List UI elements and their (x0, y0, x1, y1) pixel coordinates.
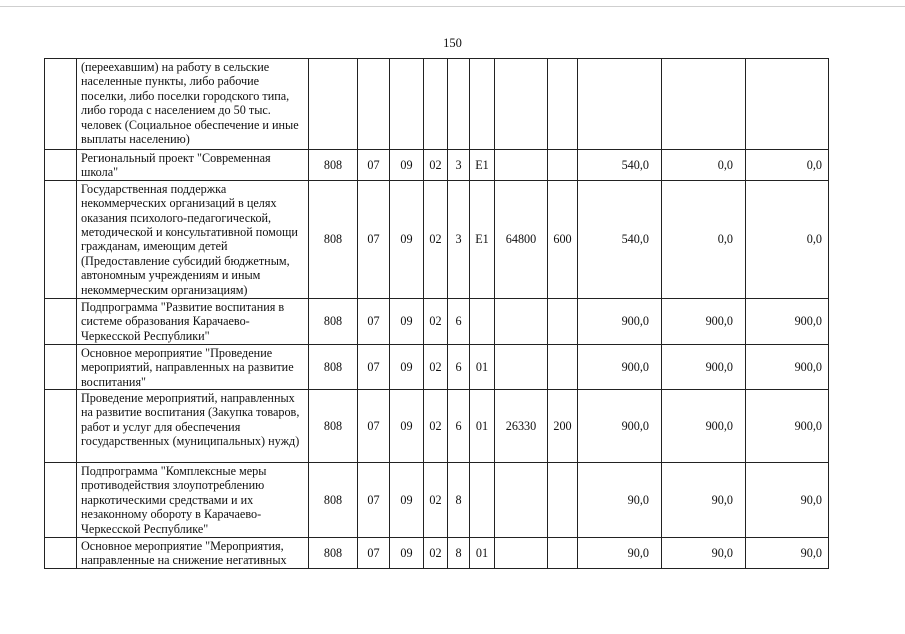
subprogram-code-cell: 3 (448, 150, 470, 181)
page-number: 150 (443, 36, 462, 50)
row-index-cell (45, 150, 77, 181)
scan-edge-line (0, 6, 905, 7)
program-code-cell (424, 59, 448, 150)
subsection-code-cell: 09 (390, 298, 424, 344)
row-name-cell: Государственная поддержка некоммерческих организаций в целях оказания психолого-педагогической, методической и консультативной помощи гражданам, имеющим детей (Предоставление субсидий бюджетным, автономным учреждениям и иным некоммерческим организациям) (77, 180, 309, 298)
program-code-cell: 02 (424, 298, 448, 344)
row-name-cell: Основное мероприятие "Проведение мероприятий, направленных на развитие воспитания" (77, 344, 309, 389)
direction-code-cell: 64800 (495, 180, 548, 298)
row-name-cell: Региональный проект "Современная школа" (77, 150, 309, 181)
expense-type-cell (548, 298, 578, 344)
budget-table (44, 58, 829, 569)
measure-code-cell (470, 59, 495, 150)
section-code-cell: 07 (358, 538, 390, 569)
amount-year-1-cell: 900,0 (578, 298, 662, 344)
measure-code-cell: 01 (470, 390, 495, 463)
amount-year-1-cell: 90,0 (578, 538, 662, 569)
table-row (45, 463, 829, 538)
amount-year-2-cell: 90,0 (662, 538, 746, 569)
program-code-cell: 02 (424, 150, 448, 181)
subprogram-code-cell: 8 (448, 538, 470, 569)
subprogram-code-cell: 3 (448, 180, 470, 298)
section-code-cell: 07 (358, 463, 390, 538)
amount-year-3-cell: 90,0 (746, 538, 829, 569)
measure-code-cell: E1 (470, 150, 495, 181)
gr-code-cell: 808 (309, 538, 358, 569)
subprogram-code-cell: 8 (448, 463, 470, 538)
amount-year-1-cell: 900,0 (578, 390, 662, 463)
measure-code-cell: 01 (470, 538, 495, 569)
section-code-cell: 07 (358, 298, 390, 344)
row-index-cell (45, 344, 77, 389)
direction-code-cell (495, 538, 548, 569)
gr-code-cell (309, 59, 358, 150)
program-code-cell: 02 (424, 538, 448, 569)
direction-code-cell (495, 59, 548, 150)
program-code-cell: 02 (424, 180, 448, 298)
gr-code-cell: 808 (309, 344, 358, 389)
amount-year-1-cell: 540,0 (578, 180, 662, 298)
program-code-cell: 02 (424, 390, 448, 463)
table-row (45, 59, 829, 150)
amount-year-2-cell: 900,0 (662, 344, 746, 389)
amount-year-1-cell: 90,0 (578, 463, 662, 538)
amount-year-3-cell (746, 59, 829, 150)
amount-year-2-cell: 0,0 (662, 150, 746, 181)
row-name-cell: Основное мероприятие "Мероприятия, направленные на снижение негативных (77, 538, 309, 569)
subsection-code-cell (390, 59, 424, 150)
section-code-cell (358, 59, 390, 150)
amount-year-1-cell (578, 59, 662, 150)
row-name-cell: Подпрограмма "Комплексные меры противодействия злоупотреблению наркотическими средствами и их незаконному обороту в Карачаево-Черкесской Республике" (77, 463, 309, 538)
expense-type-cell: 200 (548, 390, 578, 463)
subsection-code-cell: 09 (390, 390, 424, 463)
expense-type-cell (548, 150, 578, 181)
gr-code-cell: 808 (309, 390, 358, 463)
expense-type-cell (548, 59, 578, 150)
amount-year-2-cell: 900,0 (662, 298, 746, 344)
expense-type-cell (548, 463, 578, 538)
gr-code-cell: 808 (309, 150, 358, 181)
direction-code-cell: 26330 (495, 390, 548, 463)
amount-year-2-cell: 90,0 (662, 463, 746, 538)
row-index-cell (45, 298, 77, 344)
amount-year-3-cell: 0,0 (746, 180, 829, 298)
amount-year-1-cell: 900,0 (578, 344, 662, 389)
direction-code-cell (495, 298, 548, 344)
table-row (45, 344, 829, 389)
direction-code-cell (495, 150, 548, 181)
row-index-cell (45, 463, 77, 538)
amount-year-3-cell: 900,0 (746, 298, 829, 344)
subsection-code-cell: 09 (390, 538, 424, 569)
section-code-cell: 07 (358, 180, 390, 298)
subprogram-code-cell: 6 (448, 298, 470, 344)
program-code-cell: 02 (424, 463, 448, 538)
measure-code-cell: 01 (470, 344, 495, 389)
table-row (45, 150, 829, 181)
measure-code-cell: E1 (470, 180, 495, 298)
gr-code-cell: 808 (309, 180, 358, 298)
direction-code-cell (495, 463, 548, 538)
gr-code-cell: 808 (309, 298, 358, 344)
amount-year-2-cell (662, 59, 746, 150)
measure-code-cell (470, 463, 495, 538)
row-index-cell (45, 180, 77, 298)
section-code-cell: 07 (358, 390, 390, 463)
measure-code-cell (470, 298, 495, 344)
direction-code-cell (495, 344, 548, 389)
amount-year-3-cell: 0,0 (746, 150, 829, 181)
subsection-code-cell: 09 (390, 463, 424, 538)
row-name-cell: Подпрограмма "Развитие воспитания в системе образования Карачаево-Черкесской Республики" (77, 298, 309, 344)
program-code-cell: 02 (424, 344, 448, 389)
row-index-cell (45, 390, 77, 463)
subsection-code-cell: 09 (390, 180, 424, 298)
amount-year-2-cell: 900,0 (662, 390, 746, 463)
amount-year-2-cell: 0,0 (662, 180, 746, 298)
table-row (45, 298, 829, 344)
gr-code-cell: 808 (309, 463, 358, 538)
amount-year-3-cell: 90,0 (746, 463, 829, 538)
subsection-code-cell: 09 (390, 344, 424, 389)
table-row (45, 390, 829, 463)
subprogram-code-cell: 6 (448, 344, 470, 389)
row-name-cell: (переехавшим) на работу в сельские населенные пункты, либо рабочие поселки, либо поселки городского типа, либо города с населением до 50 тыс. человек (Социальное обеспечение и иные выплаты населению) (77, 59, 309, 150)
table-row (45, 180, 829, 298)
row-index-cell (45, 59, 77, 150)
subprogram-code-cell: 6 (448, 390, 470, 463)
table-row (45, 538, 829, 569)
expense-type-cell (548, 538, 578, 569)
expense-type-cell: 600 (548, 180, 578, 298)
section-code-cell: 07 (358, 344, 390, 389)
row-index-cell (45, 538, 77, 569)
amount-year-3-cell: 900,0 (746, 390, 829, 463)
subsection-code-cell: 09 (390, 150, 424, 181)
amount-year-3-cell: 900,0 (746, 344, 829, 389)
amount-year-1-cell: 540,0 (578, 150, 662, 181)
section-code-cell: 07 (358, 150, 390, 181)
subprogram-code-cell (448, 59, 470, 150)
expense-type-cell (548, 344, 578, 389)
row-name-cell: Проведение мероприятий, направленных на развитие воспитания (Закупка товаров, работ и услуг для обеспечения государственных (муниципальных) нужд) (77, 390, 309, 463)
